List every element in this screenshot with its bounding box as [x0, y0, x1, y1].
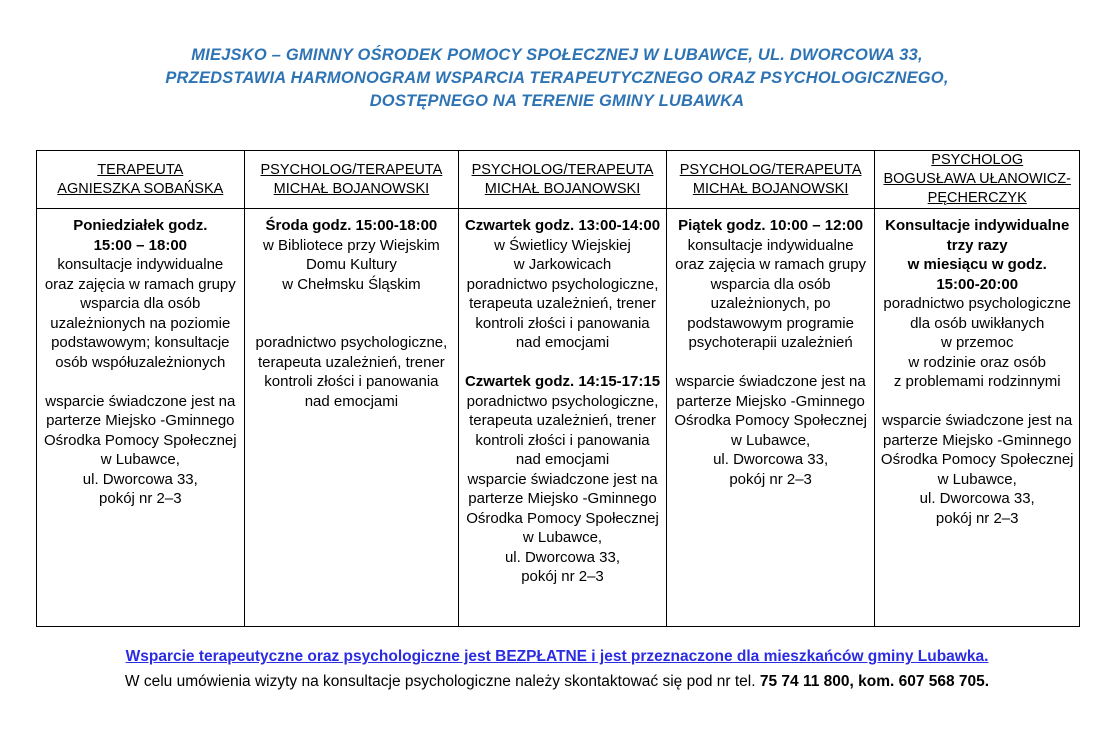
schedule-text-line: w Jarkowicach [513, 256, 612, 273]
schedule-column-3 [459, 151, 667, 626]
schedule-text-line: z problemami rodzinnymi [893, 373, 1061, 390]
free-support-notice: Wsparcie terapeutyczne oraz psychologiczne jest BEZPŁATNE i jest przeznaczone dla mieszkańców gminy Lubawka. [125, 648, 989, 665]
schedule-text-line [249, 314, 455, 334]
schedule-text-line: wsparcia dla osób [710, 275, 831, 293]
therapist-header-line: MICHAŁ BOJANOWSKI [484, 180, 641, 197]
schedule-text-line: Ośrodka Pomocy Społecznej [880, 451, 1074, 468]
schedule-text-line: uzależnionych na poziomie [50, 314, 231, 332]
schedule-text-line: nad emocjami [515, 451, 610, 468]
schedule-text-line: w przemoc [940, 334, 1014, 351]
schedule-text-line: Domu Kultury [305, 256, 397, 273]
title-line-2: PRZEDSTAWIA HARMONOGRAM WSPARCIA TERAPEUTYCZNEGO ORAZ PSYCHOLOGICZNEGO, [165, 69, 949, 87]
schedule-text-line: Środa godz. 15:00-18:00 [265, 217, 438, 234]
schedule-column-5 [875, 151, 1079, 626]
phone-numbers: 75 74 11 800, kom. 607 568 705. [759, 673, 990, 690]
footer [0, 644, 1114, 694]
schedule-cell-3 [459, 209, 666, 626]
schedule-text-line: w Chełmsku Śląskim [282, 275, 421, 293]
therapist-header-5 [875, 151, 1079, 209]
schedule-text-line: w Lubawce, [100, 451, 180, 468]
schedule-text-line: w Lubawce, [937, 470, 1017, 488]
schedule-text-line [879, 392, 1075, 412]
schedule-text-line: poradnictwo psychologiczne, [255, 334, 448, 351]
schedule-text-line: kontroli złości i panowania [475, 314, 650, 332]
schedule-text-line: w Świetlicy Wiejskiej [494, 236, 631, 254]
schedule-table [36, 150, 1080, 627]
therapist-header-2 [245, 151, 459, 209]
therapist-header-line: BOGUSŁAWA UŁANOWICZ-PĘCHERCZYK [883, 171, 1071, 206]
schedule-text-line: w miesiącu w godz. [907, 256, 1047, 273]
therapist-header-line: PSYCHOLOG/TERAPEUTA [260, 161, 443, 178]
therapist-header-3 [459, 151, 666, 209]
title-line-3: DOSTĘPNEGO NA TERENIE GMINY LUBAWKA [369, 92, 745, 110]
schedule-text-line: Ośrodka Pomocy Społecznej [466, 509, 659, 527]
schedule-text-line: nad emocjami [304, 392, 399, 410]
schedule-text-line: parterze Miejsko -Gminnego [46, 412, 235, 429]
schedule-text-line: w rodzinie oraz osób [908, 353, 1046, 371]
schedule-text-line: wsparcie świadczone jest na [45, 392, 236, 410]
schedule-text-line: Ośrodka Pomocy Społecznej [44, 431, 237, 449]
schedule-cell-1 [37, 209, 244, 626]
schedule-text-line: Czwartek godz. 14:15-17:15 [464, 373, 661, 390]
schedule-text-line: w Bibliotece przy Wiejskim [263, 236, 440, 254]
schedule-text-line: Poniedziałek godz. [73, 217, 208, 234]
schedule-text-line: Czwartek godz. 13:00-14:00 [464, 217, 661, 234]
schedule-text-line: Konsultacje indywidualne [885, 217, 1070, 234]
schedule-text-line: w Lubawce, [522, 529, 603, 546]
document-title [0, 0, 1114, 113]
contact-text: W celu umówienia wizyty na konsultacje psychologiczne należy skontaktować się pod nr tel. [124, 673, 760, 690]
schedule-text-line: terapeuta uzależnień, trener [258, 353, 445, 371]
schedule-text-line: pokój nr 2–3 [99, 490, 182, 507]
schedule-text-line: wsparcie świadczone jest na [675, 373, 866, 390]
schedule-text-line [249, 294, 455, 314]
schedule-text-line: uzależnionych, po [710, 295, 831, 312]
schedule-text-line: kontroli złości i panowania [264, 373, 439, 390]
schedule-text-line [671, 353, 871, 373]
schedule-text-line: poradnictwo psychologiczne, [466, 275, 659, 293]
schedule-text-line: Ośrodka Pomocy Społecznej [674, 412, 867, 429]
schedule-text-line: konsultacje indywidualne [687, 236, 854, 254]
schedule-text-line: parterze Miejsko -Gminnego [468, 490, 657, 507]
contact-line [0, 669, 1114, 694]
title-line-1: MIEJSKO – GMINNY OŚRODEK POMOCY SPOŁECZNEJ W LUBAWCE, UL. DWORCOWA 33, [191, 46, 923, 64]
schedule-text-line: pokój nr 2–3 [935, 509, 1019, 527]
therapist-header-line: AGNIESZKA SOBAŃSKA [57, 180, 224, 197]
schedule-text-line: w Lubawce, [731, 431, 811, 449]
schedule-text-line [41, 372, 240, 392]
schedule-text-line: terapeuta uzależnień, trener [469, 412, 656, 429]
schedule-text-line: wsparcie świadczone jest na [467, 470, 658, 488]
schedule-cell-2 [245, 209, 459, 626]
schedule-text-line: trzy razy [946, 236, 1008, 254]
schedule-text-line: parterze Miejsko -Gminnego [883, 431, 1072, 449]
schedule-text-line: ul. Dworcowa 33, [713, 451, 829, 468]
schedule-cell-5 [875, 209, 1079, 626]
schedule-text-line [463, 353, 662, 373]
therapist-header-line: TERAPEUTA [97, 161, 184, 178]
therapist-header-4 [667, 151, 875, 209]
therapist-header-line: MICHAŁ BOJANOWSKI [273, 180, 430, 197]
therapist-header-line: PSYCHOLOG [931, 152, 1024, 168]
schedule-text-line: oraz zajęcia w ramach grupy [44, 275, 236, 293]
schedule-text-line: osób współuzależnionych [55, 353, 226, 371]
schedule-text-line: podstawowym; konsultacje [51, 334, 230, 351]
schedule-text-line: Piątek godz. 10:00 – 12:00 [678, 217, 864, 234]
schedule-text-line: 15:00-20:00 [936, 275, 1019, 293]
schedule-text-line: oraz zajęcia w ramach grupy [675, 256, 867, 273]
schedule-text-line: terapeuta uzależnień, trener [469, 295, 656, 312]
schedule-text-line: parterze Miejsko -Gminnego [676, 392, 865, 410]
therapist-header-line: PSYCHOLOG/TERAPEUTA [679, 161, 862, 178]
schedule-text-line: wsparcia dla osób [80, 295, 201, 312]
schedule-column-2 [245, 151, 460, 626]
schedule-text-line: podstawowym programie [687, 314, 854, 332]
schedule-text-line: poradnictwo psychologiczne [883, 295, 1072, 312]
schedule-text-line: ul. Dworcowa 33, [82, 470, 198, 488]
schedule-text-line: psychoterapii uzależnień [688, 334, 853, 351]
schedule-column-4 [667, 151, 876, 626]
schedule-text-line: nad emocjami [515, 334, 610, 351]
schedule-text-line: ul. Dworcowa 33, [504, 548, 621, 566]
schedule-text-line: konsultacje indywidualne [57, 256, 224, 273]
schedule-text-line: wsparcie świadczone jest na [882, 412, 1073, 429]
schedule-text-line: pokój nr 2–3 [521, 568, 604, 585]
therapist-header-line: MICHAŁ BOJANOWSKI [692, 180, 849, 197]
schedule-cell-4 [667, 209, 875, 626]
schedule-column-1 [37, 151, 245, 626]
schedule-text-line: ul. Dworcowa 33, [919, 490, 1035, 507]
therapist-header-line: PSYCHOLOG/TERAPEUTA [471, 161, 654, 178]
schedule-text-line: dla osób uwikłanych [910, 314, 1045, 332]
schedule-text-line: kontroli złości i panowania [475, 431, 650, 449]
schedule-text-line: poradnictwo psychologiczne, [466, 392, 659, 410]
therapist-header-1 [37, 151, 244, 209]
schedule-text-line: 15:00 – 18:00 [93, 236, 187, 254]
schedule-text-line: pokój nr 2–3 [729, 470, 812, 488]
